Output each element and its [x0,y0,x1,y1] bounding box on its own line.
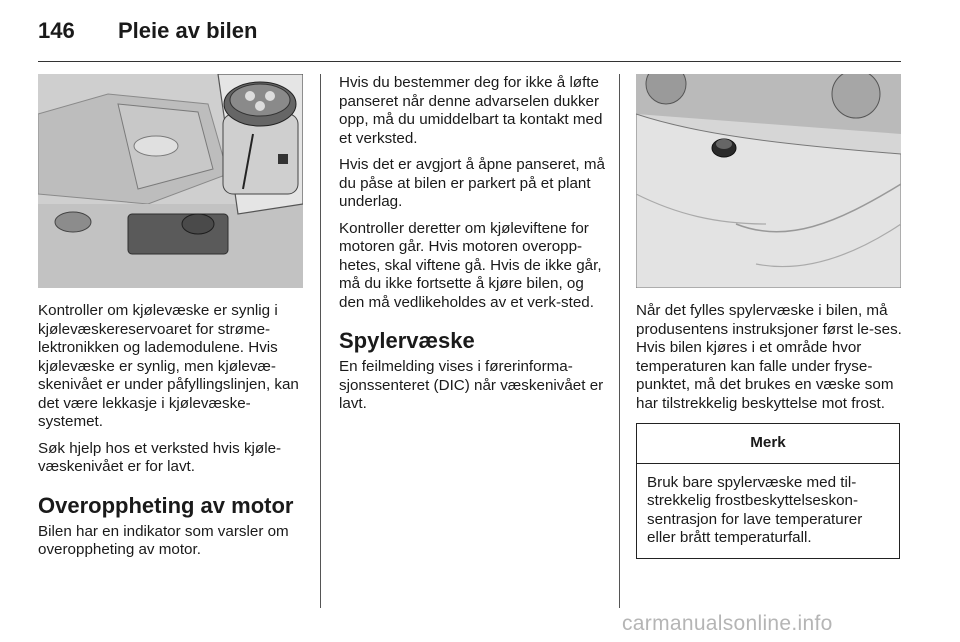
paragraph: Kontroller om kjølevæske er synlig i kjølevæskereservoaret for strøme-lektronikken og lademodulene. Hvis kjølevæske er synlig, men kjølevæ-skenivået er under påfyllingslinjen, kan det være lekkasje i kjølevæske-systemet. [38,302,299,430]
paragraph: Hvis du bestemmer deg for ikke å løfte panseret når denne advarselen dukker opp, må du umiddelbart ta kontakt med et verksted. [339,74,603,147]
watermark: carmanualsonline.info [622,612,833,635]
column-right [636,74,902,559]
coolant-reservoir-figure [38,74,303,288]
paragraph: Søk hjelp hos et verksted hvis kjøle-væskenivået er for lavt. [38,439,282,475]
note-title: Merk [637,424,899,464]
washer-fluid-figure [636,74,901,288]
paragraph: En feilmelding vises i førerinforma-sjonssenteret (DIC) når væskenivået er lavt. [339,358,604,412]
paragraph: Hvis det er avgjort å åpne panseret, må du påse at bilen er parkert på et plant underlag. [339,156,605,210]
column-left [38,74,304,568]
page-header [38,18,918,48]
column-divider-1 [320,74,321,608]
page-number: 146 [38,18,75,43]
paragraph: Når det fylles spylervæske i bilen, må produsentens instruksjoner først le-ses. Hvis bilen kjøres i et område hvor temperaturen kan falle under fryse-punktet, må det brukes en væske som har tilstrekkelig beskyttelse mot frost. [636,302,902,412]
washer-fluid-cap-icon [636,74,901,288]
note-text: Bruk bare spylervæske med til-strekkelig frostbeskyttelseskon-sentrasjon for lave temperaturer eller brått temperaturfall. [647,473,863,546]
column-middle [339,74,605,422]
header-divider [38,61,901,62]
coolant-reservoir-cap-icon [38,74,303,288]
paragraph: Kontroller deretter om kjøleviftene for motoren går. Hvis motoren overopp-hetes, skal viftene gå. Hvis de ikke går, må du ikke fortsette å kjøre bilen, og den må vedlikeholdes av et verk-sted. [339,219,602,311]
chapter-title: Pleie av bilen [118,18,258,43]
section-heading: Spylervæske [339,328,475,353]
note-body [637,464,899,558]
paragraph: Bilen har en indikator som varsler om overoppheting av motor. [38,522,289,558]
section-heading: Overoppheting av motor [38,492,294,518]
column-divider-2 [619,74,620,608]
note-box [636,423,900,559]
